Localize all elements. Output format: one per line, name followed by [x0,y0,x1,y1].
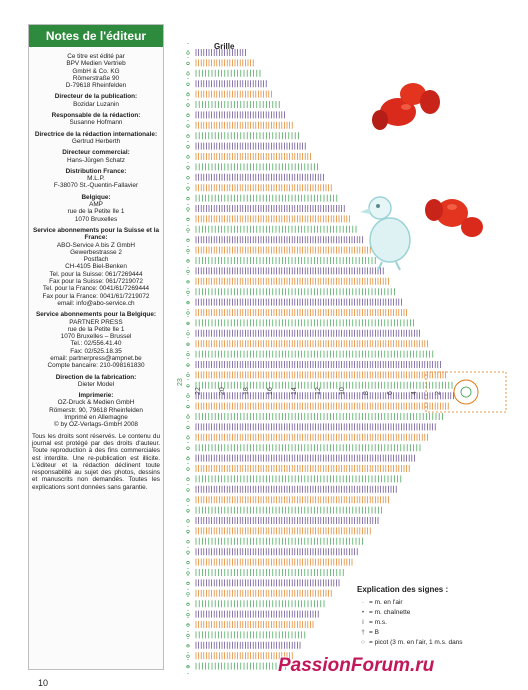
imprint-line: Postfach [83,256,109,264]
chain-mark [187,489,190,492]
imprint-line: BPV Medien Vertrieb [66,60,126,68]
chain-mark [187,634,190,637]
imprint-section [32,168,160,190]
imprint-section [32,131,160,146]
imprint-line: Tel. pour la France: 0041/61/7269444 [42,285,150,293]
blue-crochet-bird-picture [358,188,420,272]
red-crochet-bear-picture [368,72,444,138]
imprint-section-title: Belgique: [81,193,111,201]
imprint-line: Fax: 02/525.18.35 [70,347,122,355]
legend-row [357,608,507,618]
legend-row [357,598,507,608]
imprint-line: CH-4105 Biel-Benken [65,263,127,271]
chain-mark [187,145,190,148]
chain-mark [187,613,190,616]
imprint-line: Römerstraße 90 [72,74,120,82]
red-crochet-bear-picture-2 [422,185,488,245]
single-crochet-symbol: ǀ [362,619,364,626]
chain-mark [187,291,190,294]
legend-row [357,618,507,628]
watermark: PassionForum.ru [278,655,435,676]
imprint-line: Fax pour la Suisse: 061/7219072 [49,278,143,286]
imprint-section-title: Directeur commercial: [62,149,130,157]
imprint-section [32,194,160,223]
imprint-line: PARTNER PRESS [69,318,123,326]
row-number: 18 [243,387,250,395]
slip-stitch-symbol: • [361,609,365,616]
chain-mark [187,249,190,252]
row-number: 14 [291,387,298,395]
chain-mark [187,156,190,159]
double-crochet-symbol: † [361,629,365,636]
imprint-line: OZ-Druck & Medien GmbH [57,399,135,407]
imprint-line: email: partnerpress@ampnet.be [50,354,142,362]
row-number: 10 [339,387,346,395]
row-number: 2 [435,391,442,395]
legend-row [357,628,507,638]
row-number: 8 [363,391,370,395]
chain-mark [187,333,190,336]
imprint-line: Gewerbestrasse 2 [70,248,122,256]
chain-mark [187,104,190,107]
chain-mark [187,114,190,117]
chain-mark [187,73,190,76]
stitch-legend [357,585,507,648]
chain-mark [187,374,190,377]
chain-mark [187,229,190,232]
chain-mark [187,478,190,481]
imprint-line: Tel. pour la Suisse: 061/7269444 [49,270,143,278]
imprint-line: © by OZ-Verlags-GmbH 2008 [54,421,138,429]
chain-mark [187,499,190,502]
imprint-section-title: Direction de la fabrication: [55,373,137,381]
imprint-section [32,149,160,164]
imprint-line: 1070 Bruxelles [74,215,118,223]
imprint-line: Susanne Hofmann [69,119,123,127]
imprint-line: rue de la Petite Ile 1 [67,325,125,333]
imprint-line: rue de la Petite Ile 1 [67,208,125,216]
imprint-section [32,93,160,108]
chain-mark [187,530,190,533]
chart-title: Grille [214,42,235,51]
imprint-section-title: Imprimerie: [78,392,114,400]
imprint-line: Hans-Jürgen Schatz [67,156,125,164]
imprint-section [32,112,160,127]
imprint-line: M.L.P. [87,175,105,183]
crochet-chart [178,25,528,675]
legend-row [357,638,507,648]
legend-text: = m. en l'air [369,599,403,606]
chain-mark [187,353,190,356]
imprint-line: email: info@abo-service.ch [57,299,135,307]
chain-mark [187,208,190,211]
legend-text: = m. chaînette [369,609,411,616]
chain-mark [187,572,190,575]
legal-notice: Tous les droits sont réservés. Le contenu du journal est protégé par des droits d'auteur. Toute reproduction à des fins commerciales est interdite. Une re-publication est illicite. L'éditeur et la rédaction déclinent toute responsabilité au sujet des photos, dessins et manuscrits non demandés. Toutes les explications sont données sans garantie. [32,432,160,491]
chain-mark [187,457,190,460]
imprint-line: Dieter Model [77,380,115,388]
row-number: 22 [195,387,202,395]
legend-text: = picot (3 m. en l'air, 1 m.s. dans [369,639,463,646]
imprint-line: Compte bancaire: 210-098161830 [47,362,145,370]
imprint-section-title: Distribution France: [65,167,127,175]
imprint-line: Fax pour la France: 0041/61/7219072 [42,292,150,300]
chain-mark [187,655,190,658]
row-number: 16 [267,387,274,395]
imprint-line: ABO-Service A bis Z GmbH [56,241,136,249]
chain-mark [187,166,190,169]
imprint-section-title: Directrice de la rédaction internationale: [34,130,158,138]
imprint-line: Tel.: 02/556.41.40 [70,340,122,348]
chain-mark [187,551,190,554]
chain-mark [187,509,190,512]
imprint-section [32,374,160,389]
imprint-line: 1070 Bruxelles – Brussel [60,333,132,341]
legend-text: = B [369,629,379,636]
chain-mark [187,468,190,471]
chain-stitch-symbol: · [361,599,365,606]
chain-mark [187,312,190,315]
chain-mark [187,395,190,398]
publisher-notes-body [29,53,163,665]
imprint-section-title: Service abonnements pour la Suisse et la France: [32,226,160,242]
chain-mark [187,187,190,190]
chain-mark [187,416,190,419]
chain-mark [187,270,190,273]
chain-mark [187,593,190,596]
imprint-line: Römerstr. 90, 79618 Rheinfelden [49,406,143,414]
publisher-notes-box [28,24,164,670]
legend-text: = m.s. [369,619,387,626]
imprint-section [32,227,160,307]
imprint-section-title: Service abonnements pour la Belgique: [35,311,157,319]
side-row-number: 23 [177,378,184,386]
center-ring-inner [461,387,471,397]
imprint-section [32,53,160,89]
picot-symbol: ○ [361,639,365,646]
chain-mark [187,135,190,138]
imprint-section-title: Directeur de la publication: [54,93,138,101]
chain-mark [187,437,190,440]
chain-mark [187,52,190,55]
chain-mark [187,93,190,96]
imprint-section [32,392,160,428]
row-number: 6 [387,391,394,395]
imprint-line: Gertrud Herberth [71,137,121,145]
imprint-section [32,311,160,369]
imprint-line: F-38070 St.-Quentin-Fallavier [53,182,139,190]
row-number: 4 [411,391,418,395]
imprint-line: Imprimé en Allemagne [64,414,128,422]
imprint-line: Bozidar Luzanin [73,100,119,108]
imprint-line: AMP [89,201,103,209]
imprint-line: GmbH & Co. KG [72,67,120,75]
row-number: 12 [315,387,322,395]
chain-mark [187,520,190,523]
imprint-line: Ce titre est édité par [67,53,125,60]
center-ring [454,380,478,404]
publisher-notes-heading: Notes de l'éditeur [29,25,163,47]
imprint-section-title: Responsable de la rédaction: [51,112,141,120]
chain-mark [187,125,190,128]
legend-title: Explication des signes : [357,585,449,594]
imprint-line: D-79618 Rheinfelden [65,82,127,90]
page-number: 10 [38,678,49,688]
row-number: 20 [219,387,226,395]
